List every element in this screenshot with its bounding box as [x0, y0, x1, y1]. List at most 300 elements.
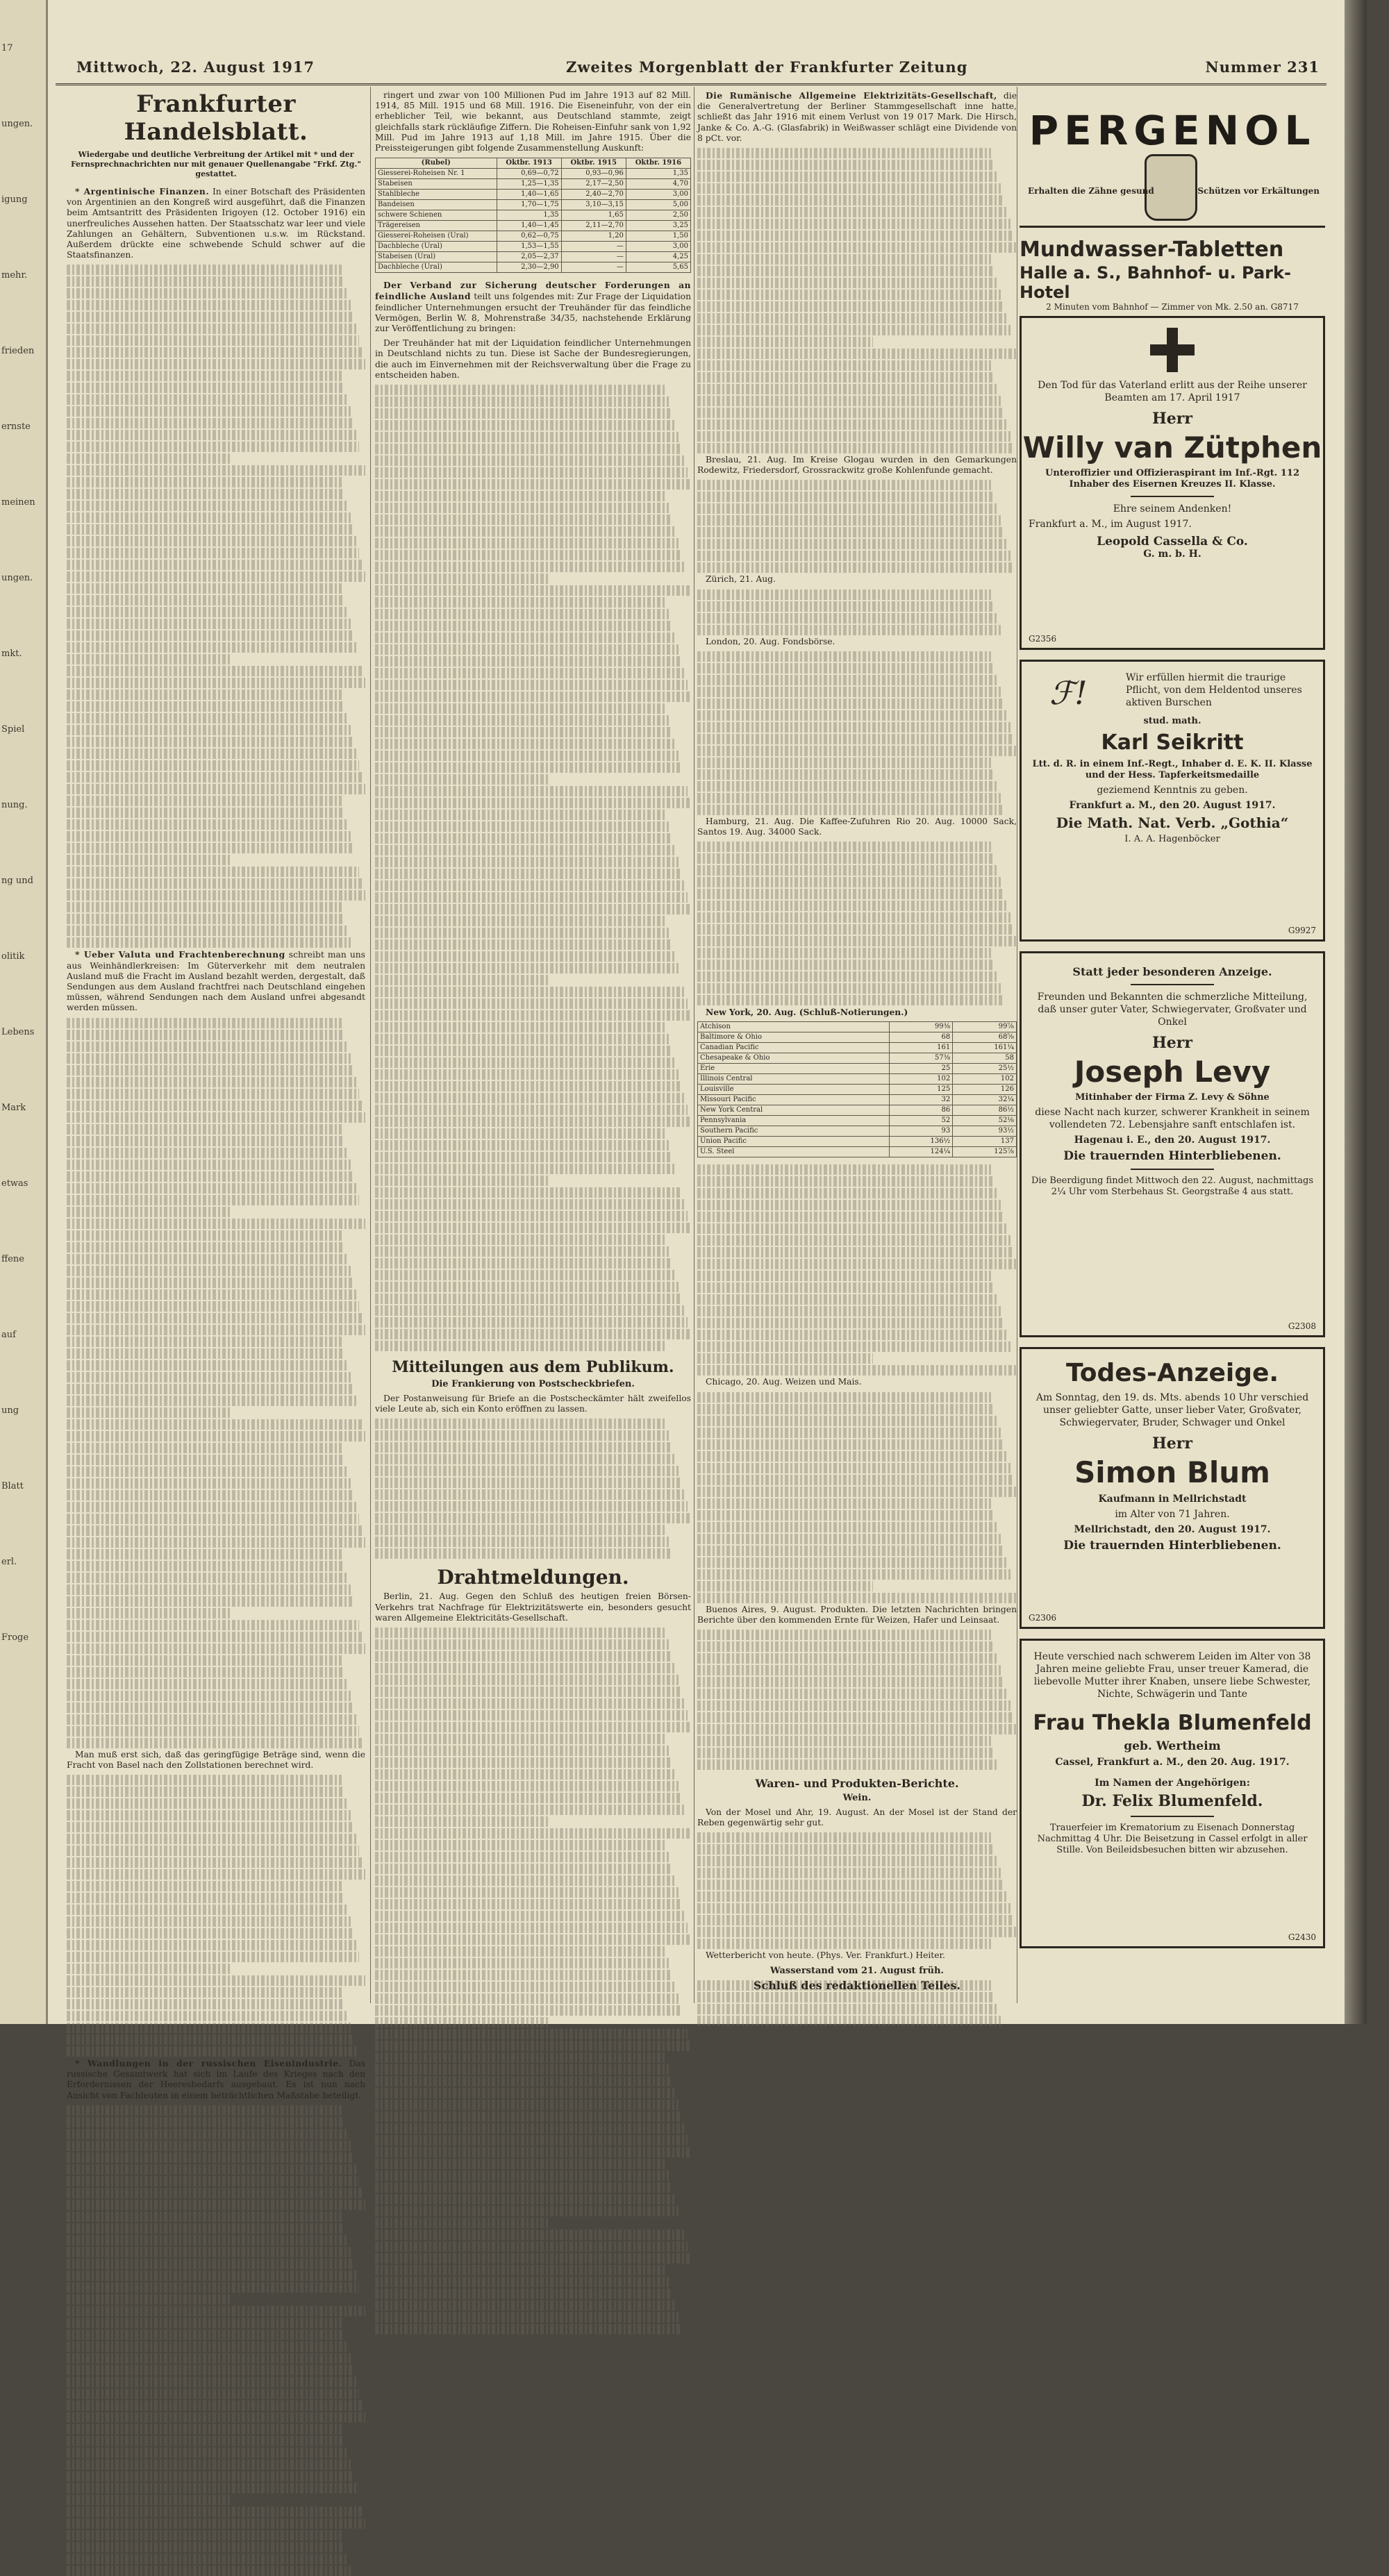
text-line [697, 1736, 991, 1746]
illegible-text-block [67, 1775, 365, 2057]
text-line [67, 2459, 351, 2470]
text-line [697, 1164, 991, 1175]
text-line [375, 420, 675, 430]
text-line [67, 1372, 351, 1382]
text-line [67, 1254, 347, 1264]
text-line [67, 2353, 351, 2364]
adjacent-page-fragment: frieden [1, 346, 35, 356]
text-line [375, 680, 688, 690]
text-line [67, 1455, 344, 1465]
society-emblem: ℱ! [1049, 674, 1088, 712]
text-line [375, 609, 669, 619]
text-line [67, 2365, 354, 2375]
text-line [375, 1958, 669, 1968]
text-line [375, 892, 688, 903]
table-row [698, 1105, 1017, 1116]
table-cell: 68 [889, 1032, 953, 1043]
obit-place: Frankfurt a. M., im August 1917. [1029, 519, 1192, 530]
text-line [67, 1952, 359, 1962]
text-line [67, 654, 231, 664]
text-line [697, 1463, 1010, 1473]
table-cell: 125⅞ [953, 1147, 1017, 1157]
obit-place: Frankfurt a. M., den 20. August 1917. [1069, 800, 1276, 811]
text-line [697, 948, 991, 958]
obit-rank: Unteroffizier und Offizieraspirant im Inf.-Rgt. 112 Inhaber des Eisernen Kreuzes II. Klasse. [1045, 468, 1299, 490]
text-line [375, 2277, 669, 2287]
adjacent-page-fragment: Spiel [1, 724, 25, 735]
table-cell: Union Pacific [698, 1137, 890, 1147]
text-line [67, 418, 354, 428]
text-line [375, 1651, 672, 1662]
text-line [375, 1675, 679, 1685]
text-line [67, 406, 351, 417]
adjacent-page-edge [0, 0, 48, 2024]
text-line [375, 2041, 691, 2051]
table-cell: 32¼ [953, 1095, 1017, 1105]
text-line [697, 651, 991, 662]
text-line [375, 656, 681, 667]
obit-name: Joseph Levy [1074, 1055, 1271, 1089]
text-line [67, 2152, 354, 2163]
text-line [375, 1010, 691, 1021]
text-line [375, 1513, 691, 1523]
table-cell: 25 [889, 1064, 953, 1074]
obituary-zuetphen [1020, 316, 1325, 650]
text-line [67, 713, 347, 724]
text-line [67, 371, 342, 381]
text-line [375, 1899, 681, 1909]
text-line [67, 2341, 347, 2352]
text-line [697, 675, 997, 685]
text-line [697, 1759, 997, 1770]
text-line [67, 1042, 347, 1052]
text-line [697, 1294, 997, 1305]
ad-pergenol [1020, 97, 1325, 228]
text-line [67, 1608, 231, 1619]
text-line [375, 1710, 688, 1721]
text-line [67, 1278, 354, 1288]
text-line [375, 1211, 688, 1221]
pergenol-logo: PERGENOL [1029, 107, 1316, 154]
text-line [67, 548, 359, 558]
article-valuta-cont: Man muß erst sich, daß das geringfügige Beträge sind, wenn die Fracht von Basel nach den Zollstationen berechnet wird. [67, 1749, 365, 1770]
text-line [697, 1557, 1007, 1568]
text-line [67, 2400, 363, 2411]
text-line [67, 1325, 365, 1335]
table-cell: 3,25 [626, 221, 690, 231]
text-line [67, 1775, 342, 1785]
text-line [375, 1722, 691, 1732]
newyork-quotes [697, 1021, 1017, 1157]
text-line [67, 2389, 359, 2399]
text-line [67, 2164, 356, 2175]
text-line [375, 857, 679, 867]
issue-number: Nummer 231 [1205, 58, 1320, 76]
text-line [697, 254, 991, 265]
text-line [67, 1490, 354, 1500]
text-line [375, 1034, 669, 1044]
text-line [67, 1975, 365, 1986]
table-cell: Giesserei-Roheisen (Ural) [376, 231, 497, 242]
table-cell: Southern Pacific [698, 1126, 890, 1137]
table-cell: 1,53—1,55 [497, 242, 561, 252]
text-line [67, 1525, 363, 1536]
article-zuerich: Zürich, 21. Aug. [706, 574, 776, 585]
text-line [697, 1271, 991, 1281]
text-line [67, 2235, 347, 2245]
text-line [67, 2188, 363, 2198]
text-line [375, 1548, 672, 1559]
obit-signature: Die trauernden Hinterbliebenen. [1063, 1149, 1281, 1163]
table-cell: 2,30—2,90 [497, 262, 561, 273]
table-cell: 1,65 [561, 210, 626, 221]
ad-code: G2430 [1288, 1932, 1316, 1942]
text-line [67, 1798, 347, 1809]
text-line [67, 1999, 344, 2009]
text-line [67, 1242, 344, 1253]
text-line [375, 1525, 666, 1535]
text-line [67, 1644, 365, 1654]
table-cell: Missouri Pacific [698, 1095, 890, 1105]
text-line [375, 963, 679, 973]
text-line [697, 746, 1017, 756]
text-line [375, 455, 685, 466]
text-line [375, 1128, 666, 1139]
table-cell: Giesserei-Roheisen Nr. 1 [376, 169, 497, 179]
table-row [698, 1064, 1017, 1074]
text-line [697, 1259, 1017, 1269]
text-line [67, 571, 365, 582]
reprint-notice: Wiedergabe und deutliche Verbreitung der Artikel mit * und der Fernsprechnachrichten nur mit genauer Quellenangabe "Frkf. Ztg." gestattet. [70, 150, 362, 178]
text-line [67, 2129, 347, 2139]
text-line [697, 1903, 1010, 1914]
text-line [697, 687, 1001, 697]
adjacent-page-fragment: Mark [1, 1103, 26, 1113]
text-line [375, 396, 669, 407]
text-line [697, 1724, 1017, 1734]
text-line [697, 912, 1010, 923]
text-line [67, 1443, 342, 1453]
divider [1131, 1816, 1214, 1817]
text-line [67, 524, 354, 535]
text-line [67, 1502, 356, 1512]
text-line [375, 1454, 675, 1464]
text-line [375, 1466, 679, 1476]
text-line [375, 444, 681, 454]
text-line [697, 1510, 995, 1521]
text-line [697, 503, 997, 514]
text-line [375, 2182, 672, 2193]
article-wein: Von der Mosel und Ahr, 19. August. An der Mosel ist der Stand der Reben gegenwärtig sehr gut. [697, 1807, 1017, 1828]
text-line [697, 1212, 1004, 1222]
text-line [375, 1970, 672, 1980]
text-line [375, 810, 666, 820]
text-line [375, 939, 672, 950]
table-cell: Bandeisen [376, 200, 497, 210]
text-line [67, 1857, 363, 1868]
text-line [67, 477, 342, 487]
table-header: Oktbr. 1913 [497, 158, 561, 169]
text-line [375, 1537, 669, 1547]
text-line [375, 774, 549, 785]
article-breslau: Breslau, 21. Aug. Im Kreise Glogau wurden in den Gemarkungen Rodewitz, Friedersdorf, Grossrackwitz große Kohlenfunde gemacht. [697, 455, 1017, 476]
adjacent-page-fragment: Lebens [1, 1027, 35, 1037]
text-line [67, 300, 351, 310]
text-line [375, 633, 675, 643]
text-line [67, 2023, 351, 2033]
text-line [67, 2247, 351, 2257]
text-line [697, 301, 1004, 312]
article-argentina: * Argentinische Finanzen. In einer Botschaft des Präsidenten von Argentinien an den Kongreß wird ausgeführt, daß die Finanzen beim Amtsantritt des Präsidenten Irigoyen (12. October 1916) ein unerfreuliches Aussehen hatten. Der Staatsschatz war leer und viele Zahlungen an Gehältern, Subventionen u.s.w. im Rückstand. Außerdem drückte eine schwebende Schuld schwer auf die Staatsfinanzen. [67, 186, 365, 260]
obit-firm: Leopold Cassella & Co. [1097, 535, 1248, 549]
text-line [375, 821, 669, 832]
text-line [375, 1478, 681, 1488]
obit-statt: Statt jeder besonderen Anzeige. [1072, 965, 1272, 978]
text-line [67, 2554, 347, 2564]
text-line [375, 2123, 685, 2134]
text-line [697, 1416, 997, 1426]
text-line [697, 1641, 995, 1652]
text-line [375, 432, 679, 442]
table-cell: 126 [953, 1085, 1017, 1095]
text-line [697, 1832, 991, 1843]
text-line [375, 1081, 681, 1092]
text-line [67, 2318, 342, 2328]
text-line [697, 1318, 1004, 1328]
text-line [67, 595, 344, 605]
text-line [697, 527, 1004, 537]
text-line [67, 1846, 359, 1856]
text-line [67, 312, 354, 322]
text-line [67, 1171, 354, 1182]
text-line [67, 772, 363, 783]
text-line [697, 1927, 1017, 1937]
table-cell: 102 [889, 1074, 953, 1085]
table-cell: 3,00 [626, 242, 690, 252]
text-line [67, 2424, 342, 2434]
table-cell: 1,25—1,35 [497, 179, 561, 190]
text-line [697, 419, 1007, 430]
table-cell: 161 [889, 1043, 953, 1053]
pergenol-claim-right: Schützen vor Erkältungen [1197, 186, 1320, 196]
text-line [67, 2448, 347, 2458]
text-line [697, 1677, 1004, 1687]
text-line [67, 1916, 351, 1927]
text-line [67, 2507, 363, 2517]
text-line [67, 1964, 231, 1974]
divider [1131, 1169, 1214, 1170]
text-line [375, 1993, 679, 2004]
table-cell: Louisville [698, 1085, 890, 1095]
text-line [67, 2141, 351, 2151]
table-row [698, 1137, 1017, 1147]
text-line [697, 1689, 1007, 1699]
text-line [67, 1787, 344, 1797]
text-line [697, 971, 997, 982]
text-line [375, 1069, 679, 1080]
text-line [697, 372, 995, 383]
text-line [67, 1337, 342, 1347]
text-line [67, 1738, 363, 1748]
text-line [67, 701, 344, 712]
table-cell: Stabeisen [376, 179, 497, 190]
table-cell: — [561, 252, 626, 262]
table-cell: Pennsylvania [698, 1116, 890, 1126]
heading-mitteilungen: Mitteilungen aus dem Publikum. [392, 1358, 674, 1377]
text-line [375, 1430, 669, 1441]
text-line [697, 1915, 1013, 1925]
table-row [376, 221, 691, 231]
table-header: Oktbr. 1916 [626, 158, 690, 169]
obit-kenntnis: geziemend Kenntnis zu geben. [1097, 785, 1248, 796]
obit-born: geb. Wertheim [1124, 1739, 1221, 1753]
text-line [375, 1199, 685, 1210]
text-line [67, 1207, 231, 1217]
text-line [67, 1053, 351, 1064]
text-line [375, 2159, 666, 2169]
text-line [67, 1219, 365, 1229]
text-line [67, 2034, 354, 2045]
text-line [697, 1939, 991, 1949]
text-line [375, 786, 688, 796]
newspaper-title: Zweites Morgenblatt der Frankfurter Zeitung [566, 58, 968, 76]
text-line [375, 574, 549, 584]
text-line [697, 349, 1017, 359]
text-line [67, 748, 356, 759]
text-line [375, 2312, 679, 2323]
subheading-postscheck: Die Frankierung von Postscheckbriefen. [431, 1379, 635, 1390]
illegible-text-block [697, 1392, 1017, 1603]
text-line [67, 1679, 347, 1689]
text-line [697, 758, 991, 768]
obit-title: stud. math. [1143, 716, 1201, 726]
text-line [375, 1105, 688, 1115]
text-line [67, 442, 359, 452]
adjacent-page-fragment: nung. [1, 800, 28, 810]
text-line [375, 491, 666, 501]
text-line [375, 1875, 675, 1886]
table-cell: 1,40—1,65 [497, 190, 561, 200]
text-line [375, 727, 672, 737]
masthead [56, 56, 1326, 85]
text-line [375, 621, 672, 631]
text-line [67, 383, 344, 393]
obit-name: Willy van Zütphen [1022, 430, 1322, 465]
text-line [375, 538, 679, 549]
adjacent-page-fragment: ng und [1, 876, 33, 886]
table-header: Oktbr. 1915 [561, 158, 626, 169]
illegible-text-block [697, 1164, 1017, 1375]
table-cell: 93½ [953, 1126, 1017, 1137]
text-line [67, 1632, 363, 1642]
column-advertisements [1020, 97, 1325, 1996]
text-line [375, 692, 691, 702]
adjacent-page-fragment: igung [1, 194, 28, 205]
table-row [698, 1095, 1017, 1105]
text-line [67, 2471, 354, 2482]
adjacent-page-fragment: erl. [1, 1557, 17, 1567]
table-row [698, 1043, 1017, 1053]
illegible-text-block [697, 842, 1017, 1005]
table-cell: 86½ [953, 1105, 1017, 1116]
text-line [697, 699, 1004, 709]
ad-code: G2306 [1029, 1613, 1057, 1623]
table-cell: 161¼ [953, 1043, 1017, 1053]
text-line [67, 2117, 344, 2127]
illegible-text-block [697, 1832, 1017, 1949]
table-cell: 57⅜ [889, 1053, 953, 1064]
table-cell: — [561, 242, 626, 252]
text-line [697, 2016, 1001, 2026]
text-line [697, 1353, 873, 1364]
text-line [375, 1852, 669, 1862]
text-line [67, 2566, 351, 2576]
illegible-text-block [67, 1018, 365, 1748]
text-line [67, 347, 363, 358]
text-line [67, 1667, 344, 1678]
illegible-text-block [697, 651, 1017, 815]
text-line [697, 219, 1010, 229]
text-line [67, 2412, 365, 2423]
table-cell: 2,11—2,70 [561, 221, 626, 231]
text-line [67, 1018, 342, 1028]
table-cell: 136½ [889, 1137, 953, 1147]
text-line [697, 160, 995, 170]
book-binding [1345, 0, 1367, 2024]
text-line [67, 1655, 342, 1666]
obituary-blumenfeld [1020, 1639, 1325, 1948]
text-line [67, 1869, 365, 1880]
obit-signature-intro: Im Namen der Angehörigen: [1095, 1778, 1250, 1789]
text-line [67, 1431, 365, 1441]
table-cell: 0,93—0,96 [561, 169, 626, 179]
text-line [697, 1712, 1013, 1723]
text-line [67, 1810, 351, 1821]
text-line [375, 2029, 688, 2039]
table-row [376, 200, 691, 210]
text-line [375, 869, 681, 879]
table-cell: 0,62—0,75 [497, 231, 561, 242]
text-line [697, 1748, 995, 1758]
text-line [375, 1022, 666, 1032]
table-cell: 1,35 [497, 210, 561, 221]
text-line [375, 1341, 666, 1351]
ad-code: G2308 [1288, 1321, 1316, 1331]
text-line [67, 1348, 344, 1359]
text-line [67, 630, 354, 641]
adjacent-page-fragment: ffene [1, 1254, 24, 1264]
text-line [375, 2005, 681, 2016]
article-hamburg: Hamburg, 21. Aug. Die Kaffee-Zufuhren Rio 20. Aug. 10000 Sack, Santos 19. Aug. 34000 Sack. [697, 816, 1017, 837]
text-line [375, 715, 669, 726]
text-line [697, 625, 1001, 635]
text-line [375, 1864, 672, 1874]
text-line [67, 2105, 342, 2116]
table-cell: 93 [889, 1126, 953, 1137]
obit-name: Frau Thekla Blumenfeld [1033, 1711, 1312, 1735]
adjacent-page-fragment: meinen [1, 497, 35, 508]
text-line [375, 2289, 672, 2299]
column-handelsblatt [67, 90, 365, 2100]
text-line [697, 1404, 995, 1414]
text-line [697, 1176, 995, 1187]
text-line [375, 703, 666, 714]
table-cell: 1,35 [626, 169, 690, 179]
text-line [375, 1258, 672, 1269]
text-line [375, 467, 688, 478]
article-russian-iron: * Wandlungen in der russischen Eisenindustrie. Das russische Gesamtwerk hat sich im Laufe des Krieges nach den Erfordernissen der Heeresbedarfs ausgebaut. Es ist nun nach Ansicht von Fachleuten in einem beträchtlichen Maßstabe beteiligt. [67, 2058, 365, 2100]
text-line [375, 2052, 666, 2063]
